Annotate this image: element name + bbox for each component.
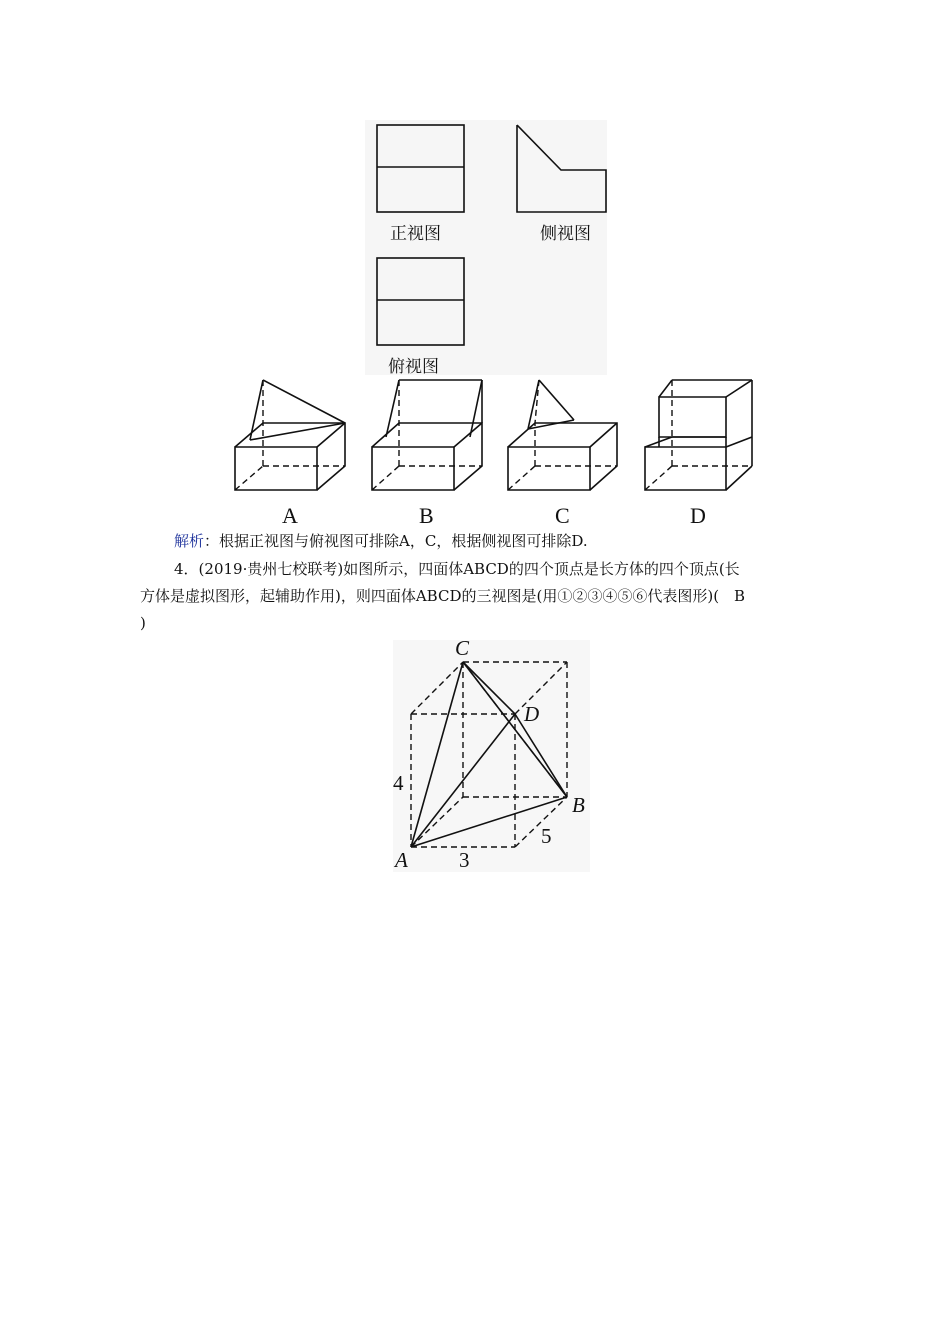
side-view-label: 侧视图 [540,224,591,244]
question-4-line-2: 方体是虚拟图形，起辅助作用)，则四面体ABCD的三视图是(用①②③④⑤⑥代表图形)( B [140,587,746,605]
option-b-label: B [419,503,434,528]
option-a-label: A [282,503,298,528]
dimension-width-label: 3 [459,848,470,872]
analysis-label: 解析 [174,532,205,550]
analysis-colon: ： [204,532,220,550]
analysis-text: 根据正视图与俯视图可排除A，C，根据侧视图可排除D. [219,532,588,550]
vertex-c-label: C [455,636,470,660]
front-view-label: 正视图 [390,224,441,244]
question-4-line-3: ) [140,614,146,632]
vertex-d-label: D [524,702,540,726]
option-d-label: D [690,503,706,528]
top-view-label: 俯视图 [388,357,439,377]
vertex-a-label: A [395,848,408,872]
question-4-line-1: 4．(2019·贵州七校联考)如图所示，四面体ABCD的四个顶点是长方体的四个顶点(长 [174,560,740,578]
vertex-b-label: B [572,793,585,817]
option-c-label: C [555,503,570,528]
dimension-depth-label: 5 [541,824,552,848]
dimension-height-label: 4 [393,771,404,795]
